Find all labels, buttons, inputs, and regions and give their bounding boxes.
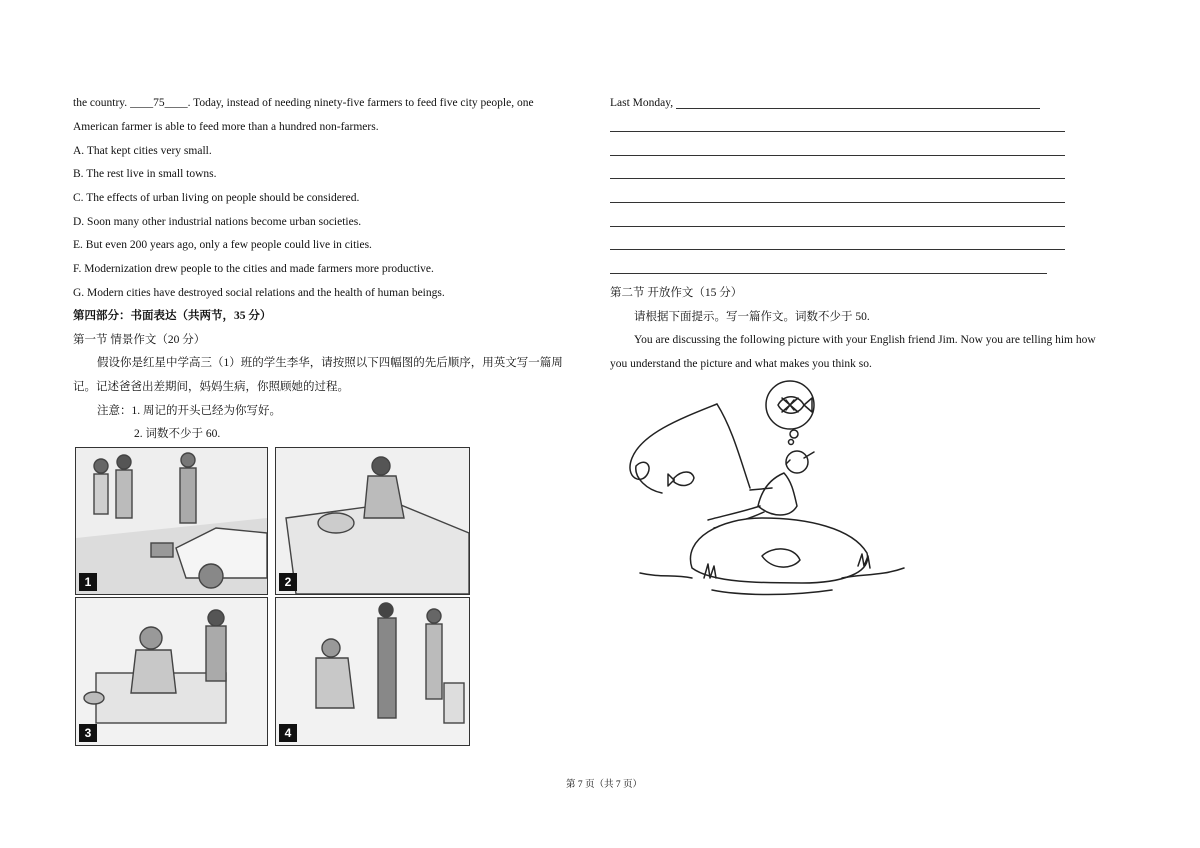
section1-instruction-1: 假设你是红星中学高三（1）班的学生李华，请按照以下四幅图的先后顺序，用英文写一篇周 xyxy=(97,357,563,369)
writing-line-3 xyxy=(610,178,1065,179)
passage-line-1-end: . Today, instead of needing ninety-five farmers to feed five city people, one xyxy=(187,97,534,109)
fishing-cartoon-illustration xyxy=(622,378,912,600)
street-scene-illustration xyxy=(76,448,267,594)
prompt-line-1: You are discussing the following picture with your English friend Jim. Now you are telling him how xyxy=(634,334,1096,346)
part4-heading: 第四部分：书面表达（共两节，35 分） xyxy=(73,310,272,322)
passage-line-2: American farmer is able to feed more than a hundred non-farmers. xyxy=(73,121,379,133)
picture-panel-3 xyxy=(75,597,268,746)
panel-number: 2 xyxy=(279,573,297,591)
writing-line-5 xyxy=(610,226,1065,227)
writing-line-2 xyxy=(610,155,1065,156)
option-b: B. The rest live in small towns. xyxy=(73,168,217,180)
writing-line-4 xyxy=(610,202,1065,203)
option-g: G. Modern cities have destroyed social relations and the health of human beings. xyxy=(73,287,445,299)
section1-instruction-2: 记。记述爸爸出差期间，妈妈生病，你照顾她的过程。 xyxy=(73,381,349,393)
writing-line-1 xyxy=(610,131,1065,132)
option-a: A. That kept cities very small. xyxy=(73,145,212,157)
answer-blank-75: ____75____ xyxy=(130,97,188,109)
picture-panel-4 xyxy=(275,597,470,746)
note-1: 注意：1. 周记的开头已经为你写好。 xyxy=(97,405,281,417)
picture-panel-2 xyxy=(275,447,470,595)
section2-instruction: 请根据下面提示。写一篇作文。词数不少于 50. xyxy=(634,311,870,323)
panel-number: 4 xyxy=(279,724,297,742)
option-e: E. But even 200 years ago, only a few people could live in cities. xyxy=(73,239,372,251)
picture-panel-1 xyxy=(75,447,268,595)
option-c: C. The effects of urban living on people should be considered. xyxy=(73,192,360,204)
option-f: F. Modernization drew people to the cities and made farmers more productive. xyxy=(73,263,434,275)
writing-line-6 xyxy=(610,249,1065,250)
option-d: D. Soon many other industrial nations become urban societies. xyxy=(73,216,362,228)
bedroom-scene-illustration xyxy=(276,448,469,594)
page-footer: 第 7 页（共 7 页） xyxy=(566,780,643,790)
panel-number: 3 xyxy=(79,724,97,742)
last-monday-prefix: Last Monday, xyxy=(610,97,674,109)
passage-line-1 xyxy=(73,96,534,110)
writing-line-7 xyxy=(610,273,1047,274)
writing-line-0 xyxy=(676,108,1040,109)
hospital-visit-illustration xyxy=(276,598,469,745)
panel-number: 1 xyxy=(79,573,97,591)
passage-line-1-start: the country. xyxy=(73,97,131,109)
section2-heading: 第二节 开放作文（15 分） xyxy=(610,287,743,299)
hospital-bed-illustration xyxy=(76,598,267,745)
note-2: 2. 词数不少于 60. xyxy=(134,428,221,440)
prompt-line-2: you understand the picture and what makes you think so. xyxy=(610,358,872,370)
section1-heading: 第一节 情景作文（20 分） xyxy=(73,334,206,346)
